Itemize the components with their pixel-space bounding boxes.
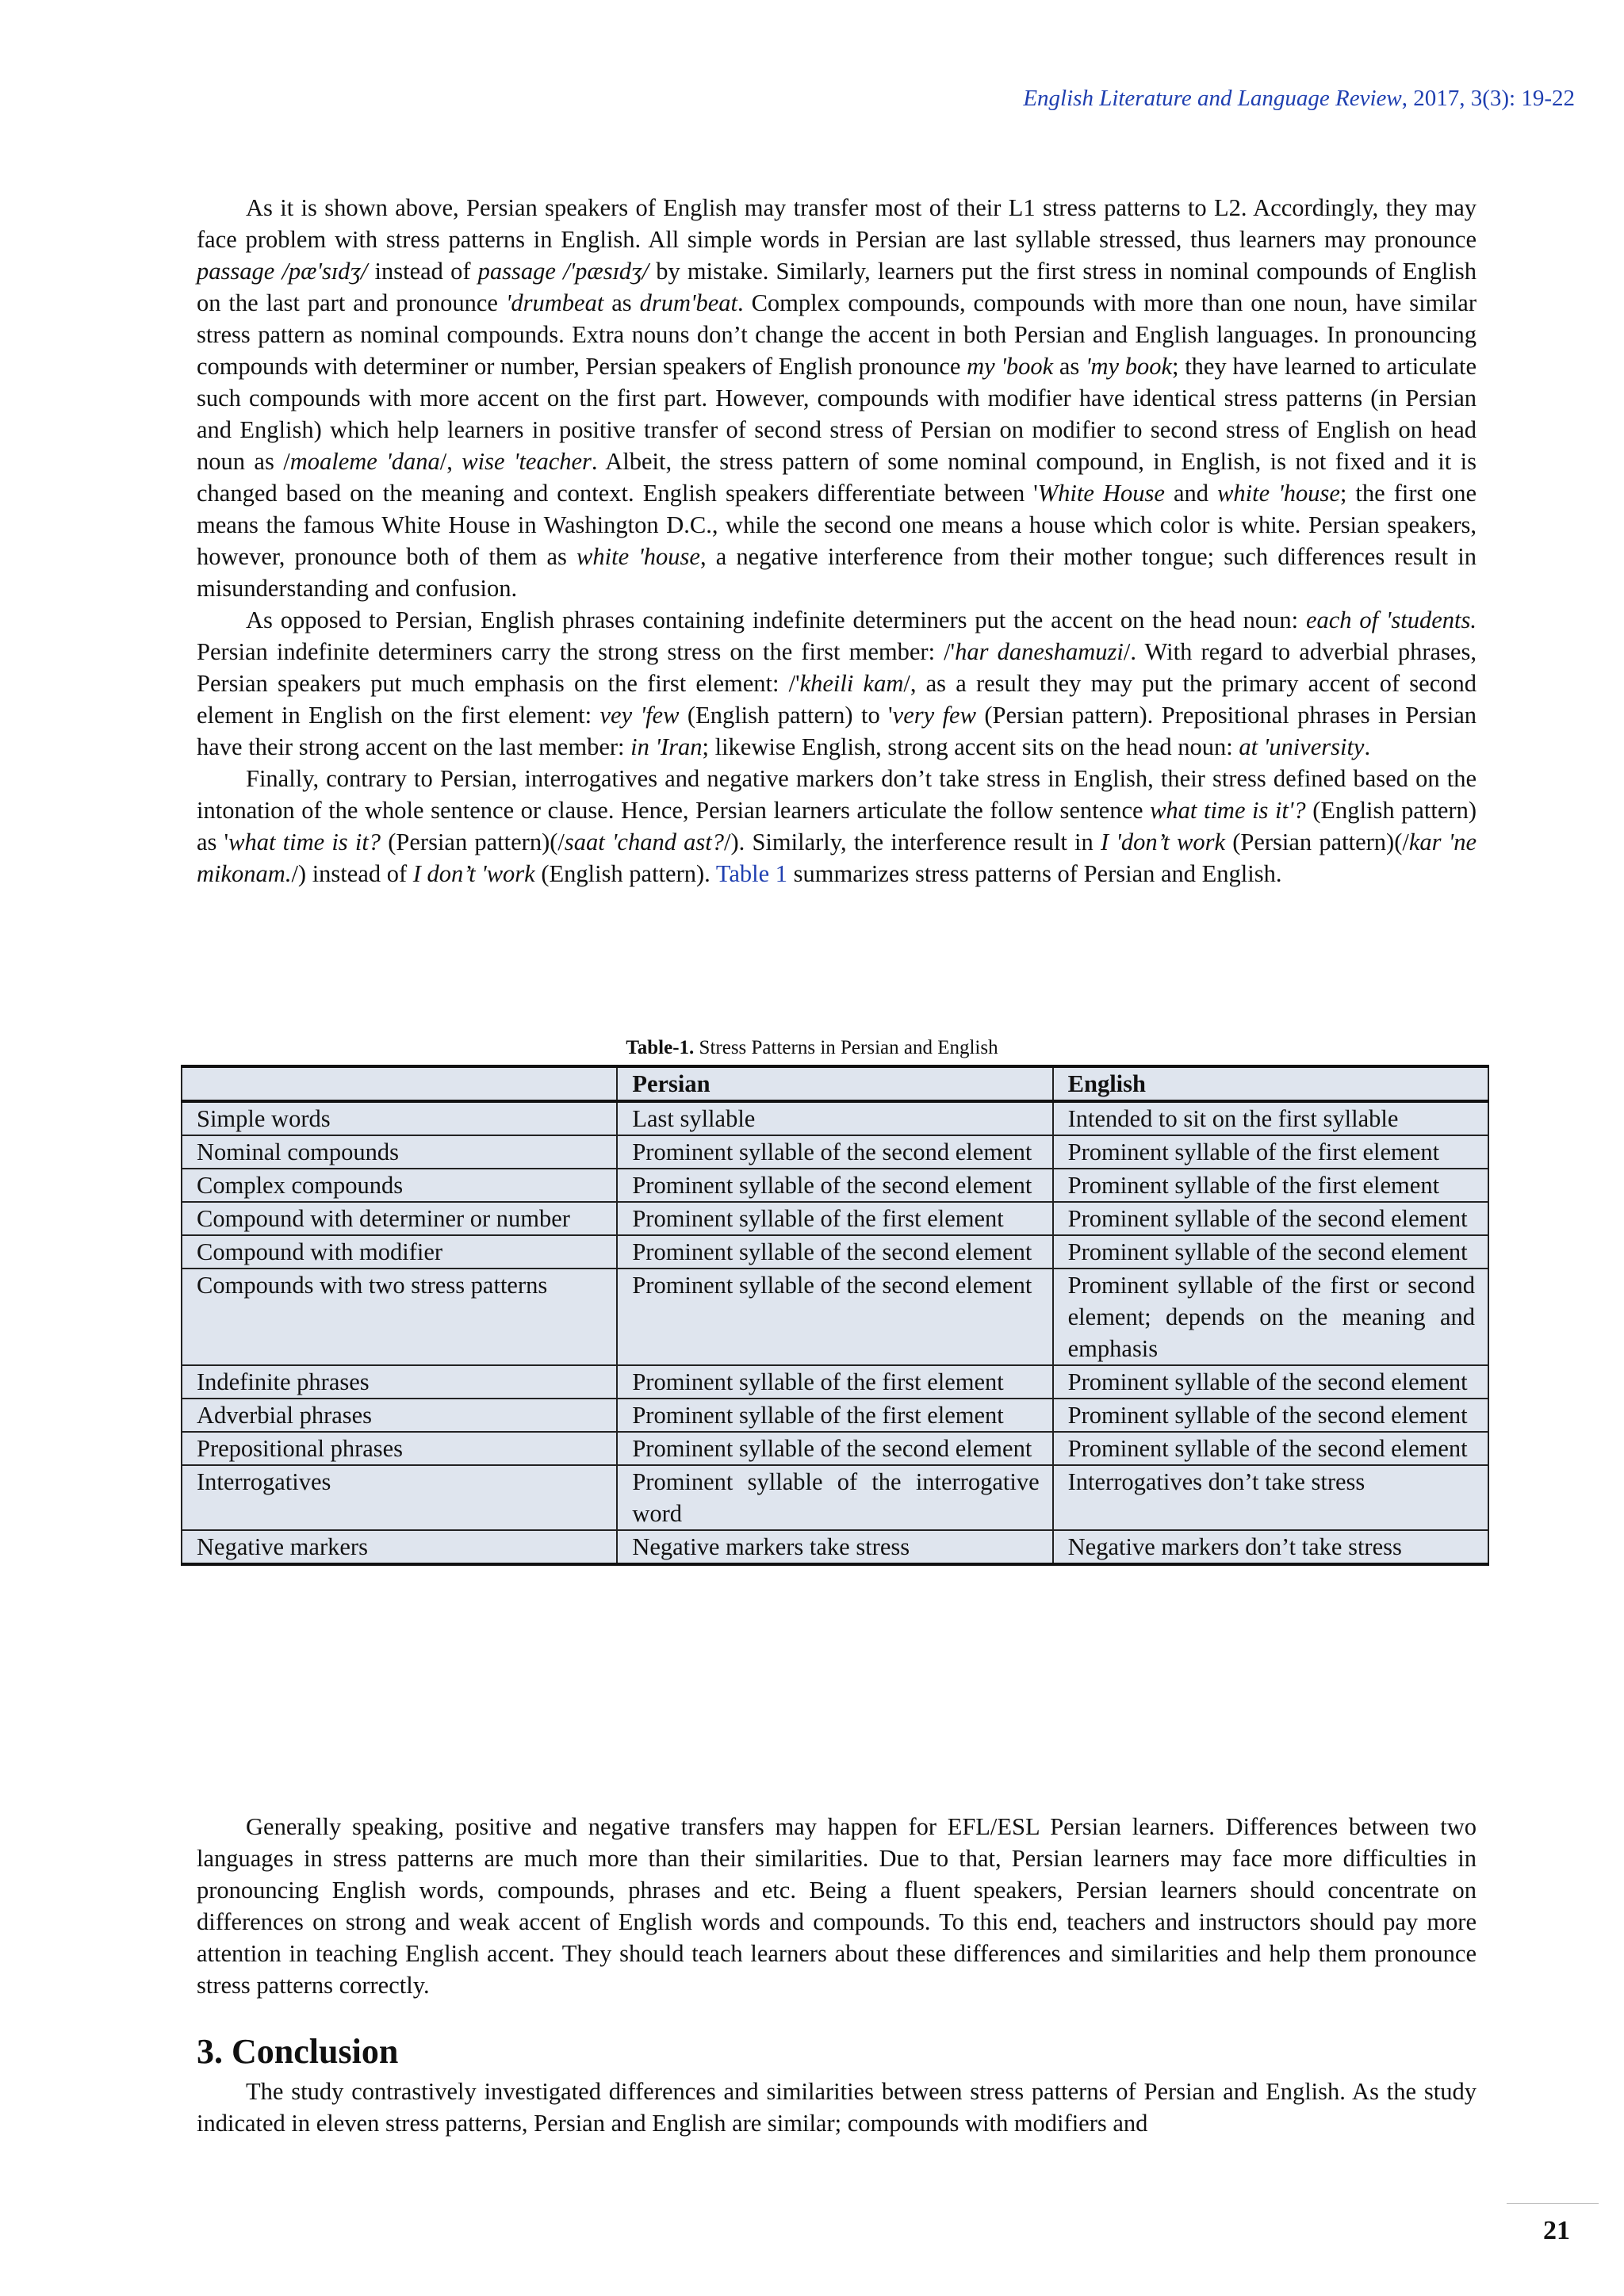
journal-name: English Literature and Language Review bbox=[1023, 86, 1402, 111]
table-row bbox=[182, 1169, 1488, 1202]
persian-cell: Negative markers take stress bbox=[617, 1530, 1052, 1564]
header-cell-persian: Persian bbox=[617, 1066, 1052, 1101]
table-row bbox=[182, 1202, 1488, 1235]
body-text-conclusion bbox=[197, 2076, 1477, 2139]
row-label: Compounds with two stress patterns bbox=[182, 1269, 617, 1365]
persian-cell: Prominent syllable of the first element bbox=[617, 1202, 1052, 1235]
english-cell: Prominent syllable of the second element bbox=[1053, 1235, 1488, 1269]
footer-divider bbox=[1507, 2203, 1599, 2204]
paragraph-transfers: Generally speaking, positive and negative transfers may happen for EFL/ESL Persian learners. Differences between two languages in stress patterns are much more than their similarities. Due to that, Persian learners may face more difficulties in pronouncing English words, compounds, phrases and etc. Being a fluent speakers, Persian learners should concentrate on differences on strong and weak accent of English words and compounds. To this end, teachers and instructors should pay more attention in teaching English accent. They should teach learners about these differences and similarities and help them pronounce stress patterns correctly. bbox=[197, 1813, 1477, 1999]
row-label: Interrogatives bbox=[182, 1465, 617, 1530]
row-label: Indefinite phrases bbox=[182, 1365, 617, 1399]
english-cell: Intended to sit on the first syllable bbox=[1053, 1101, 1488, 1135]
body-text-top bbox=[197, 192, 1477, 890]
english-cell: Prominent syllable of the second element bbox=[1053, 1432, 1488, 1465]
row-label: Compound with determiner or number bbox=[182, 1202, 617, 1235]
table-caption-text: Stress Patterns in Persian and English bbox=[694, 1037, 998, 1058]
table-caption bbox=[0, 1037, 1624, 1059]
persian-cell: Prominent syllable of the second element bbox=[617, 1235, 1052, 1269]
paragraph-interrogatives: Finally, contrary to Persian, interrogatives and negative markers don’t take stress in English, their stress defined based on the intonation of the whole sentence or clause. Hence, Persian learners articulate the follow sentence what time is it'? (English pattern) as 'what time is it? (Persian pattern)(/saat 'chand ast?/). Similarly, the interference result in I 'don’t work (Persian pattern)(/kar 'ne mikonam./) instead of I don’t 'work (English pattern). Table 1 summarizes stress patterns of Persian and English. bbox=[197, 765, 1477, 887]
table-caption-label: Table-1. bbox=[626, 1037, 695, 1058]
row-label: Nominal compounds bbox=[182, 1135, 617, 1169]
header-cell-empty bbox=[182, 1066, 617, 1101]
persian-cell: Prominent syllable of the second element bbox=[617, 1135, 1052, 1169]
page-number: 21 bbox=[1543, 2216, 1570, 2245]
row-label: Adverbial phrases bbox=[182, 1399, 617, 1432]
persian-cell: Prominent syllable of the second element bbox=[617, 1269, 1052, 1365]
persian-cell: Prominent syllable of the second element bbox=[617, 1169, 1052, 1202]
table-row bbox=[182, 1235, 1488, 1269]
table-row bbox=[182, 1269, 1488, 1365]
table-header-row bbox=[182, 1066, 1488, 1101]
english-cell: Prominent syllable of the first element bbox=[1053, 1169, 1488, 1202]
journal-citation: , 2017, 3(3): 19-22 bbox=[1401, 86, 1575, 111]
table-row bbox=[182, 1101, 1488, 1135]
table-row bbox=[182, 1432, 1488, 1465]
table-row bbox=[182, 1135, 1488, 1169]
persian-cell: Prominent syllable of the first element bbox=[617, 1399, 1052, 1432]
section-heading-conclusion: 3. Conclusion bbox=[197, 2032, 399, 2071]
persian-cell: Prominent syllable of the first element bbox=[617, 1365, 1052, 1399]
persian-cell: Prominent syllable of the second element bbox=[617, 1432, 1052, 1465]
row-label: Prepositional phrases bbox=[182, 1432, 617, 1465]
table-row bbox=[182, 1365, 1488, 1399]
row-label: Complex compounds bbox=[182, 1169, 617, 1202]
paragraph-stress-transfer: As it is shown above, Persian speakers of English may transfer most of their L1 stress patterns to L2. Accordingly, they may face problem with stress patterns in English. All simple words in Persian are last syllable stressed, thus learners may pronounce passage /pæ'sɪdʒ/ instead of passage /'pæsɪdʒ/ by mistake. Similarly, learners put the first stress in nominal compounds of English on the last part and pronounce 'drumbeat as drum'beat. Complex compounds, compounds with more than one noun, have similar stress pattern as nominal compounds. Extra nouns don’t change the accent in both Persian and English languages. In pronouncing compounds with determiner or number, Persian speakers of English pronounce my 'book as 'my book; they have learned to articulate such compounds with more accent on the first part. However, compounds with modifier have identical stress patterns (in Persian and English) which help learners in positive transfer of second stress of Persian on modifier to second stress of English on head noun as /moaleme 'dana/, wise 'teacher. Albeit, the stress pattern of some nominal compound, in English, is not fixed and it is changed based on the meaning and context. English speakers differentiate between 'White House and white 'house; the first one means the famous White House in Washington D.C., while the second one means a house which color is white. Persian speakers, however, pronounce both of them as white 'house, a negative interference from their mother tongue; such differences result in misunderstanding and confusion. bbox=[197, 194, 1477, 602]
table-row bbox=[182, 1399, 1488, 1432]
table-1-link[interactable]: Table 1 bbox=[715, 860, 788, 887]
paragraph-conclusion: The study contrastively investigated differences and similarities between stress patterns of Persian and English. As the study indicated in eleven stress patterns, Persian and English are similar; compounds with modifiers and bbox=[197, 2078, 1477, 2137]
english-cell: Prominent syllable of the first or second element; depends on the meaning and emphasis bbox=[1053, 1269, 1488, 1365]
persian-cell: Last syllable bbox=[617, 1101, 1052, 1135]
row-label: Compound with modifier bbox=[182, 1235, 617, 1269]
row-label: Simple words bbox=[182, 1101, 617, 1135]
stress-patterns-table bbox=[181, 1065, 1489, 1566]
english-cell: Prominent syllable of the second element bbox=[1053, 1202, 1488, 1235]
table-row bbox=[182, 1465, 1488, 1530]
header-cell-english: English bbox=[1053, 1066, 1488, 1101]
english-cell: Interrogatives don’t take stress bbox=[1053, 1465, 1488, 1530]
table-row bbox=[182, 1530, 1488, 1564]
body-text-discussion bbox=[197, 1811, 1477, 2001]
english-cell: Negative markers don’t take stress bbox=[1053, 1530, 1488, 1564]
english-cell: Prominent syllable of the second element bbox=[1053, 1399, 1488, 1432]
english-cell: Prominent syllable of the first element bbox=[1053, 1135, 1488, 1169]
persian-cell: Prominent syllable of the interrogative word bbox=[617, 1465, 1052, 1530]
english-cell: Prominent syllable of the second element bbox=[1053, 1365, 1488, 1399]
paragraph-phrases: As opposed to Persian, English phrases containing indefinite determiners put the accent on the head noun: each of 'students. Persian indefinite determiners carry the strong stress on the first member: /'har daneshamuzi/. With regard to adverbial phrases, Persian speakers put much emphasis on the first element: /'kheili kam/, as a result they may put the primary accent of second element in English on the first element: vey 'few (English pattern) to 'very few (Persian pattern). Prepositional phrases in Persian have their strong accent on the last member: in 'Iran; likewise English, strong accent sits on the head noun: at 'university. bbox=[197, 607, 1477, 760]
row-label: Negative markers bbox=[182, 1530, 617, 1564]
running-header bbox=[1023, 86, 1575, 112]
